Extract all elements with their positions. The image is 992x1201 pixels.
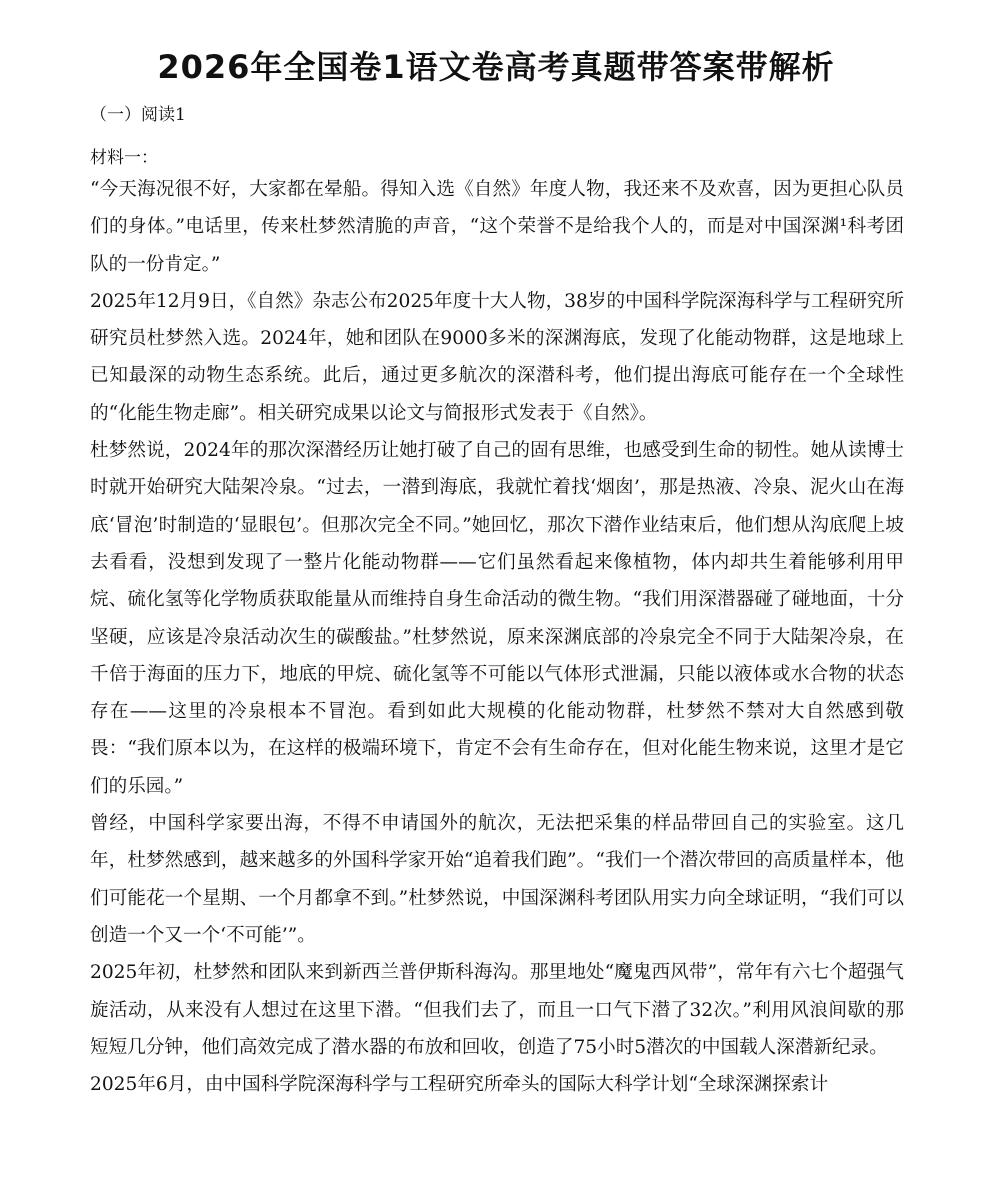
paragraph: 2025年初，杜梦然和团队来到新西兰普伊斯科海沟。那里地处“魔鬼西风带”，常年有六七个超强气旋活动，从来没有人想过在这里下潜。“但我们去了，而且一口气下潜了32次。”利用风浪间歇的那短短几分钟，他们高效完成了潜水器的布放和回收，创造了75小时5潜次的中国载人深潜新纪录。 [90,962,904,1058]
paragraph: “今天海况很不好，大家都在晕船。得知入选《自然》年度人物，我还来不及欢喜，因为更担心队员们的身体。”电话里，传来杜梦然清脆的声音，“这个荣誉不是给我个人的，而是对中国深渊¹科考团队的一份肯定。” [90,179,904,275]
article-body [90,171,904,1103]
document-title: 2026年全国卷1语文卷高考真题带答案带解析 [157,48,835,86]
paragraph: 杜梦然说，2024年的那次深潜经历让她打破了自己的固有思维，也感受到生命的韧性。她从读博士时就开始研究大陆架冷泉。“过去，一潜到海底，我就忙着找‘烟囱’，那是热液、冷泉、泥火山在海底‘冒泡’时制造的‘显眼包’。但那次完全不同。”她回忆，那次下潜作业结束后，他们想从沟底爬上坡去看看，没想到发现了一整片化能动物群——它们虽然看起来像植物，体内却共生着能够利用甲烷、硫化氢等化学物质获取能量从而维持自身生命活动的微生物。“我们用深潜器碰了碰地面，十分坚硬，应该是冷泉活动次生的碳酸盐。”杜梦然说，原来深渊底部的冷泉完全不同于大陆架冷泉，在千倍于海面的压力下，地底的甲烷、硫化氢等不可能以气体形式泄漏，只能以液体或水合物的状态存在——这里的冷泉根本不冒泡。看到如此大规模的化能动物群，杜梦然不禁对大自然感到敬畏：“我们原本以为，在这样的极端环境下，肯定不会有生命存在，但对化能生物来说，这里才是它们的乐园。” [90,440,904,797]
paragraph: 2025年12月9日，《自然》杂志公布2025年度十大人物，38岁的中国科学院深海科学与工程研究所研究员杜梦然入选。2024年，她和团队在9000多米的深渊海底，发现了化能动物群，这是地球上已知最深的动物生态系统。此后，通过更多航次的深潜科考，他们提出海底可能存在一个全球性的“化能生物走廊”。相关研究成果以论文与简报形式发表于《自然》。 [90,290,904,424]
material-label: 材料一： [90,148,158,168]
paragraph: 曾经，中国科学家要出海，不得不申请国外的航次，无法把采集的样品带回自己的实验室。这几年，杜梦然感到，越来越多的外国科学家开始“追着我们跑”。“我们一个潜次带回的高质量样本，他们可能花一个星期、一个月都拿不到。”杜梦然说，中国深渊科考团队用实力向全球证明，“我们可以创造一个又一个‘不可能’”。 [90,813,904,946]
paragraph: 2025年6月，由中国科学院深海科学与工程研究所牵头的国际大科学计划“全球深渊探索计 [90,1074,829,1096]
section-heading: （一）阅读1 [90,105,186,125]
